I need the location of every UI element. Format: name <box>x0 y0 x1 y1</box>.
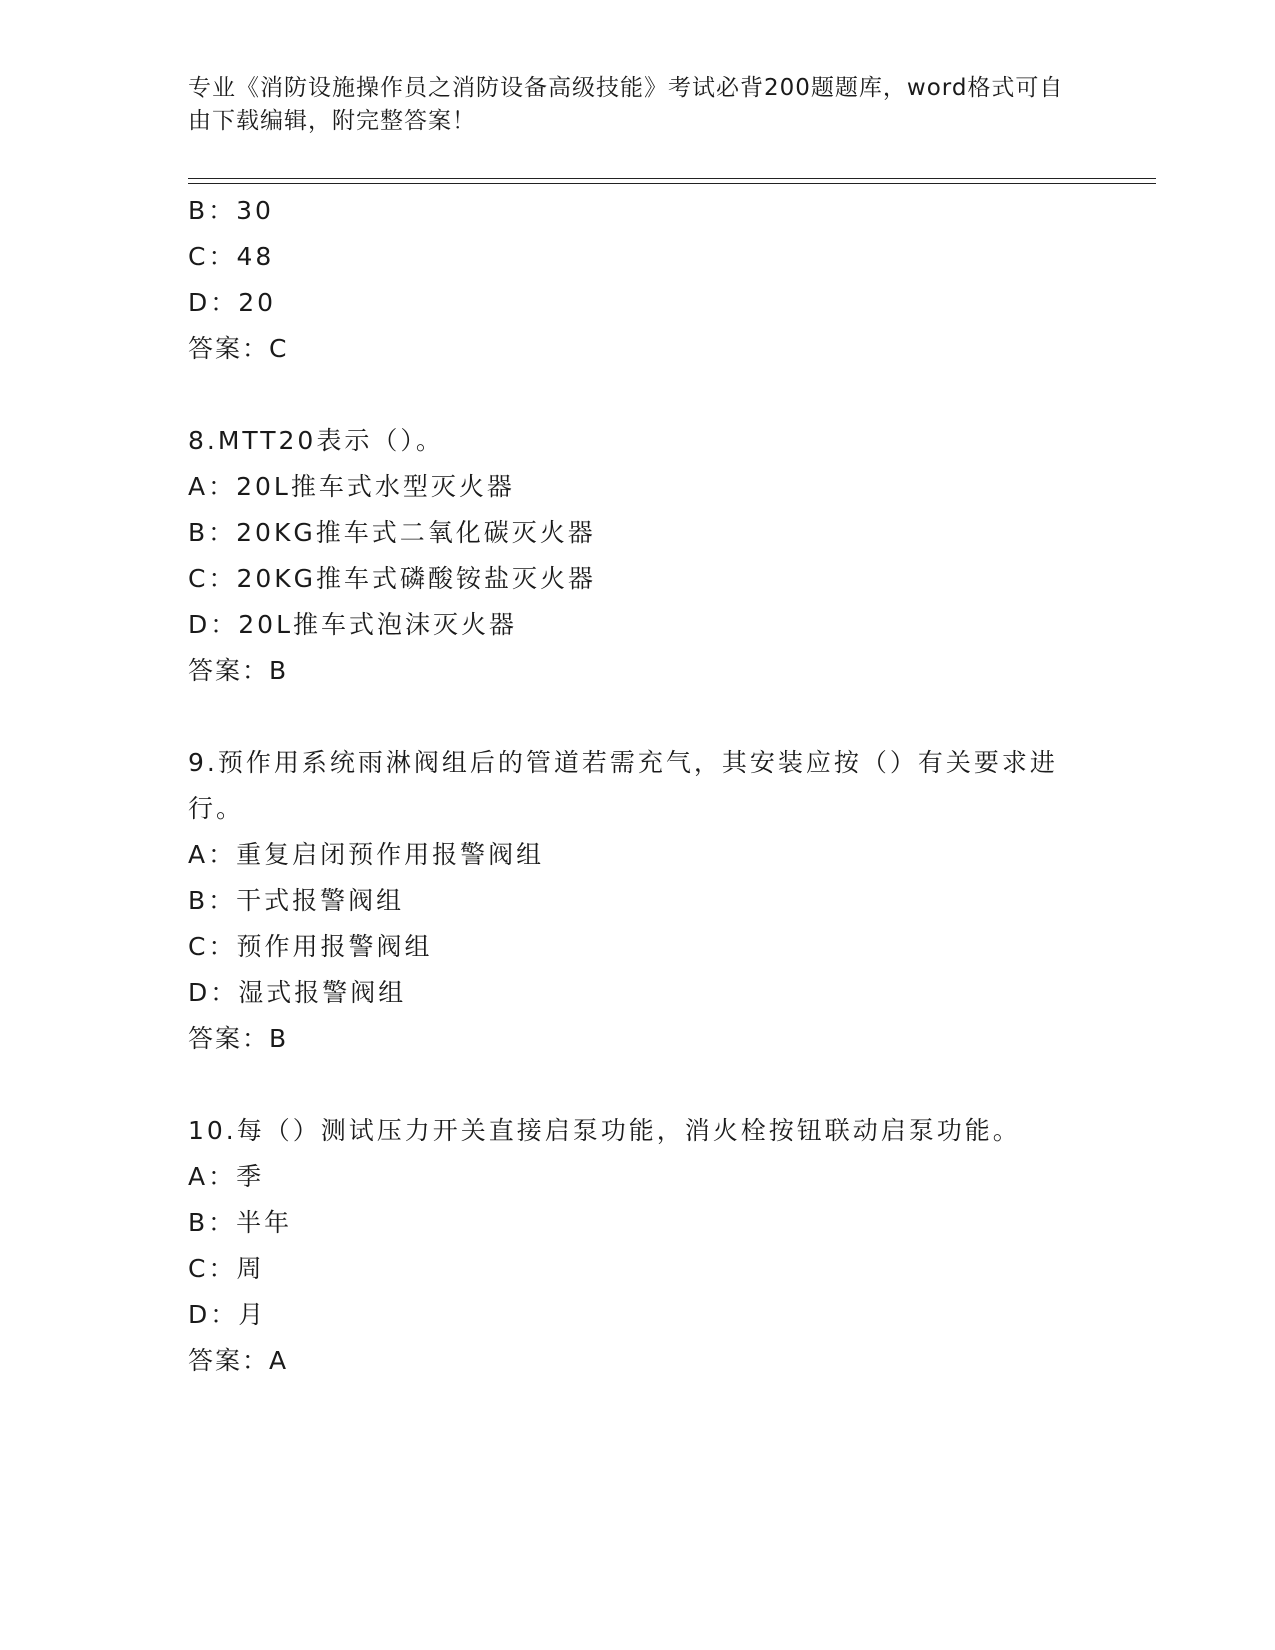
answer-line: 答案：B <box>188 656 289 685</box>
question-content <box>188 188 1088 1384</box>
header-divider-top <box>188 178 1156 179</box>
option-c: C：周 <box>188 1254 265 1283</box>
question-8 <box>188 418 1088 694</box>
option-d: D：月 <box>188 1300 267 1329</box>
answer-line: 答案：B <box>188 1024 289 1053</box>
document-header <box>188 72 1068 138</box>
option-a: A：季 <box>188 1162 265 1191</box>
option-c: C：预作用报警阀组 <box>188 932 433 961</box>
question-9 <box>188 740 1088 1062</box>
question-10 <box>188 1108 1088 1384</box>
option-a: A：20L推车式水型灭火器 <box>188 472 515 501</box>
option-b: B：干式报警阀组 <box>188 886 405 915</box>
header-title: 专业《消防设施操作员之消防设备高级技能》考试必背200题题库，word格式可自由下载编辑，附完整答案！ <box>188 75 1064 134</box>
option-a: A：重复启闭预作用报警阀组 <box>188 840 545 869</box>
question-stem: 8.MTT20表示（）。 <box>188 426 444 455</box>
option-d: D：湿式报警阀组 <box>188 978 407 1007</box>
answer-line: 答案：A <box>188 1346 289 1375</box>
answer-line: 答案：C <box>188 334 289 363</box>
question-stem: 9.预作用系统雨淋阀组后的管道若需充气，其安装应按（）有关要求进行。 <box>188 748 1058 823</box>
option-b: B：30 <box>188 196 274 225</box>
option-c: C：48 <box>188 242 275 271</box>
option-b: B：半年 <box>188 1208 293 1237</box>
option-d: D：20 <box>188 288 277 317</box>
option-b: B：20KG推车式二氧化碳灭火器 <box>188 518 596 547</box>
question-carryover <box>188 188 1088 372</box>
header-divider-bottom <box>188 183 1156 184</box>
option-d: D：20L推车式泡沫灭火器 <box>188 610 518 639</box>
question-stem: 10.每（）测试压力开关直接启泵功能，消火栓按钮联动启泵功能。 <box>188 1116 1021 1145</box>
option-c: C：20KG推车式磷酸铵盐灭火器 <box>188 564 597 593</box>
